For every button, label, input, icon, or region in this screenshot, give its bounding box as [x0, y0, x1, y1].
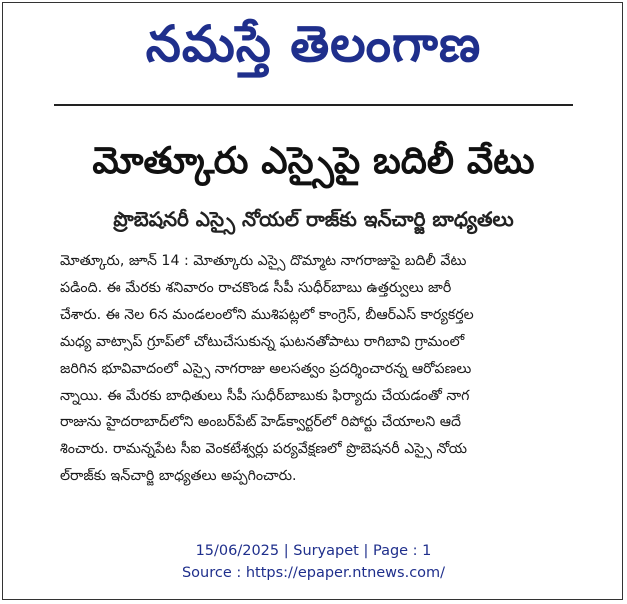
body-line: పడింది. ఈ మేరకు శనివారం రాచకొండ సీపీ సుధీర్‌బాబు ఉత్తర్వులు జారీ — [60, 279, 452, 296]
source-link[interactable]: Source : https://epaper.ntnews.com/ — [181, 565, 446, 581]
newspaper-masthead: నమస్తే తెలంగాణ — [145, 15, 482, 73]
body-line: చేశారు. ఈ నెల 6న మండలంలోని ముశిపట్లలో కాంగ్రెస్, బీఆర్ఎస్ కార్యకర్తల — [60, 306, 474, 323]
body-line: శించారు. రామన్నపేట సీఐ వెంకటేశ్వర్లు పర్యవేక్షణలో ప్రొబెషనరీ ఎస్సై నోయ — [60, 441, 467, 458]
body-line: రాజును హైదరాబాద్‌లోని అంబర్‌పేట్ హెడ్‌క్వార్టర్‌లో రిపోర్టు చేయాలని ఆదే — [60, 414, 462, 431]
body-line: మోత్కూరు, జూన్ 14 : మోత్కూరు ఎస్సై దొమ్మాట నాగరాజుపై బదిలీ వేటు — [60, 253, 467, 269]
edition-info: 15/06/2025 | Suryapet | Page : 1 — [195, 543, 432, 559]
body-line: న్నాయి. ఈ మేరకు బాధితులు సీపీ సుధీర్‌బాబుకు ఫిర్యాదు చేయడంతో నాగ — [60, 387, 470, 404]
masthead-divider — [54, 104, 573, 106]
article-body — [60, 248, 580, 490]
body-line: జరిగిన భూవివాదంలో ఎస్సై నాగరాజు అలసత్వం ప్రదర్శించారన్న ఆరోపణలు — [60, 360, 472, 377]
body-line: మధ్య వాట్సాప్ గ్రూప్‌లో చోటుచేసుకున్న ఘటనతోపాటు రాగిబావి గ్రామంలో — [60, 333, 465, 350]
article-subheadline: ప్రొబెషనరీ ఎస్సై నోయల్ రాజ్‌కు ఇన్‌చార్జి బాధ్యతలు — [113, 207, 514, 231]
clipping-footer — [0, 540, 627, 584]
article-headline: మోత్కూరు ఎస్సైపై బదిలీ వేటు — [92, 139, 535, 182]
body-line: ల్‌రాజ్‌కు ఇన్‌చార్జి బాధ్యతలు అప్పగించారు. — [60, 468, 297, 485]
